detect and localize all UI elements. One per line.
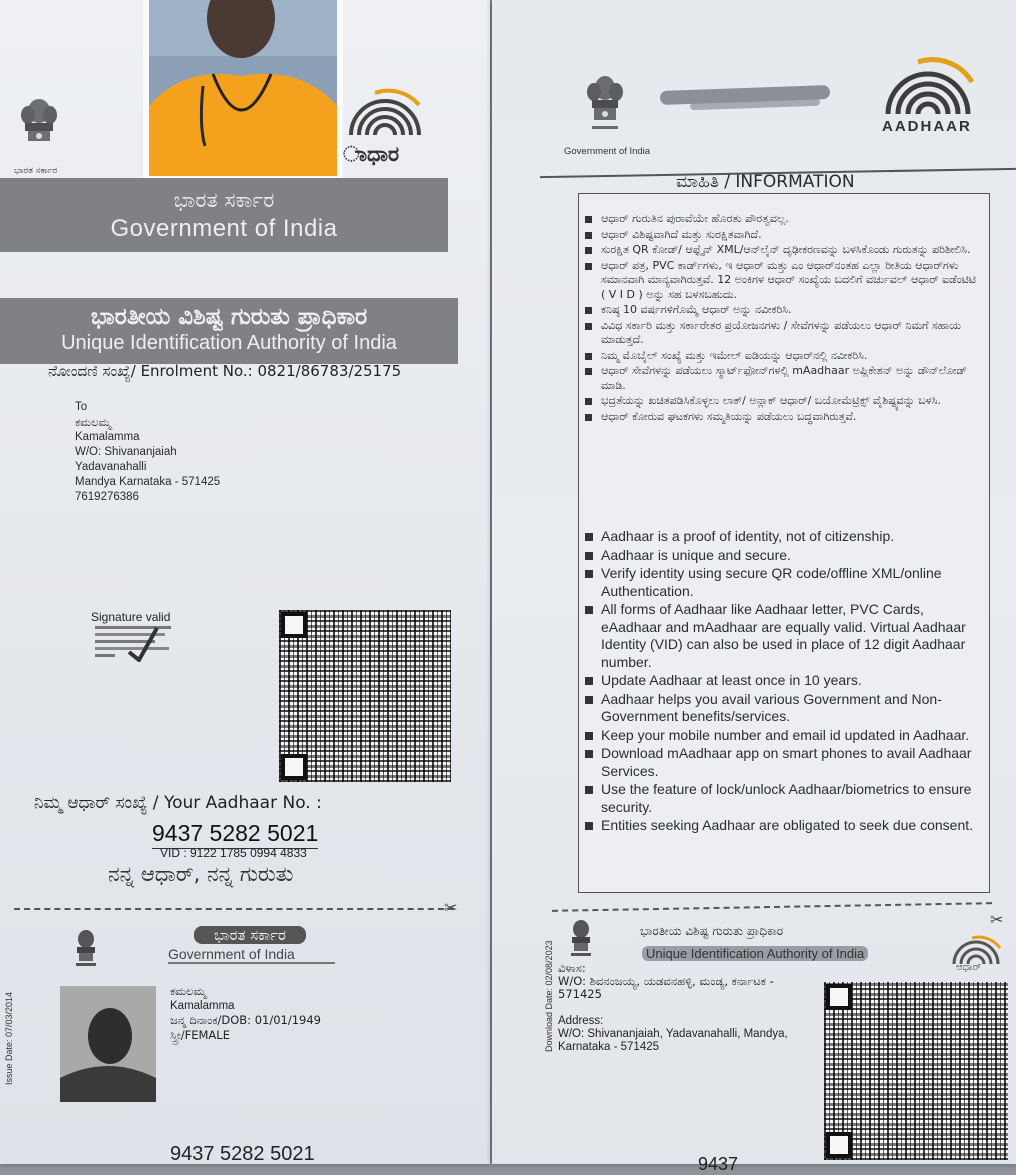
info-kn-text: ಕನಿಷ್ಠ 10 ವರ್ಷಗಳಿಗೊಮ್ಮೆ ಆಧಾರ್ ಅನ್ನು ನವೀಕರಿಸಿ. — [601, 303, 792, 316]
signature-stamp-icon — [93, 622, 173, 662]
card-aadhaar-number: 9437 5282 5021 — [170, 1143, 315, 1165]
address-line: Mandya Karnataka - 571425 — [75, 476, 221, 488]
photo-card — [60, 986, 156, 1102]
address-line: W/O: Shivananjaiah — [75, 446, 177, 458]
info-kn-text: ಆಧಾರ್ ಗುರುತಿನ ಪುರಾವೆಯೇ ಹೊರತು ಪೌರತ್ವವಲ್ಲ. — [601, 212, 789, 225]
uidai-en: Unique Identification Authority of India — [61, 332, 397, 354]
info-kn-text: ಆಧಾರ್ ವಿಶಿಷ್ಟವಾಗಿದೆ ಮತ್ತು ಸುರಕ್ಷಿತವಾಗಿದೆ. — [601, 227, 762, 241]
national-emblem-icon — [584, 72, 626, 140]
list-item — [585, 565, 980, 600]
list-item — [585, 228, 980, 243]
gov-label: Government of India — [564, 146, 651, 157]
list-item — [585, 394, 980, 409]
gov-card-kn: ಭಾರತ ಸರ್ಕಾರ — [194, 926, 306, 944]
list-item — [585, 243, 980, 258]
card-name-en: Kamalamma — [170, 999, 235, 1012]
list-item — [585, 601, 980, 671]
address-line: ಕಮಲಮ್ಮ — [75, 415, 112, 429]
gov-card-en: Government of India — [168, 946, 335, 964]
aadhaar-logo-text: AADHAAR — [882, 118, 972, 135]
info-en-text: All forms of Aadhaar like Aadhaar letter, PVC Cards, eAadhaar and mAadhaar are equally valid. Virtual Aadhaar Identity (VID) can also be used in place of 12 digit Aadhaar number. — [601, 601, 966, 670]
uidai-card-en: Unique Identification Authority of India — [642, 946, 868, 961]
info-kn-text: ಆಧಾರ್ ಪತ್ರ, PVC ಕಾರ್ಡ್‌ಗಳು, ಇ ಆಧಾರ್ ಮತ್ತು ಎಂ ಆಧಾರ್‌ನಂತಹ ಎಲ್ಲಾ ರೀತಿಯ ಆಧಾರ್‌ಗಳು ಸಮಾನವಾಗಿ ಮಾನ್ಯವಾಗಿರುತ್ತವೆ. 12 ಅಂಕಿಗಳ ಆಧಾರ್ ಸಂಖ್ಯೆಯ ಬದಲಿಗೆ ವರ್ಚುವಲ್ ಆಧಾರ್ ಐಡೆಂಟಿಟಿ ( V I D ) ಅನ್ನು ಸಹ ಬಳಸಬಹುದು. — [601, 258, 976, 301]
info-en-text: Download mAadhaar app on smart phones to avail Aadhaar Services. — [601, 745, 972, 779]
address-en: W/O: Shivananjaiah, Yadavanahalli, Mandya, Karnataka - 571425 — [558, 1028, 788, 1053]
download-date: Download Date: 02/08/2023 — [544, 940, 554, 1052]
qr-code — [279, 610, 451, 782]
info-en-text: Use the feature of lock/unlock Aadhaar/biometrics to ensure security. — [601, 781, 972, 815]
info-en-text: Aadhaar is a proof of identity, not of citizenship. — [601, 528, 895, 544]
gov-band — [0, 178, 448, 252]
info-en-text: Aadhaar helps you avail various Government and Non- Government benefits/services. — [601, 690, 942, 724]
gov-card-band — [148, 926, 398, 966]
aadhaar-number: 9437 5282 5021 — [152, 820, 318, 849]
national-emblem-icon — [16, 95, 62, 155]
uidai-kn: ಭಾರತೀಯ ವಿಶಿಷ್ಟ ಗುರುತು ಪ್ರಾಧಿಕಾರ — [90, 304, 368, 330]
info-en-text: Keep your mobile number and email id updated in Aadhaar. — [601, 726, 970, 743]
cut-line — [14, 908, 454, 910]
list-item — [585, 547, 980, 565]
enrolment-number: ನೋಂದಣಿ ಸಂಖ್ಯೆ/ Enrolment No.: 0821/86783/25175 — [48, 362, 402, 380]
info-kn-text: ಆಧಾರ್ ಕೋರುವ ಘಟಕಗಳು ಸಮ್ಮತಿಯನ್ನು ಪಡೆಯಲು ಬದ್ಧವಾಗಿರುತ್ತವೆ. — [601, 409, 857, 423]
list-item — [585, 781, 980, 816]
scissors-icon: ✂ — [990, 912, 1004, 929]
aadhaar-logo-icon — [345, 85, 425, 140]
info-kn-text: ಸುರಕ್ಷಿತ QR ಕೋಡ್/ ಆಫ್ಲೈನ್ XML/ಆನ್‌ಲೈನ್ ದೃಢೀಕರಣವನ್ನು ಬಳಸಿಕೊಂಡು ಗುರುತನ್ನು ಪರಿಶೀಲಿಸಿ. — [601, 243, 971, 256]
gov-kn: ಭಾರತ ಸರ್ಕಾರ — [173, 188, 275, 212]
info-list-en — [585, 528, 980, 836]
gov-small-label: ಭಾರತ ಸರ್ಕಾರ — [14, 166, 58, 176]
info-en-text: Aadhaar is unique and secure. — [601, 546, 791, 563]
address-label: Address: — [558, 1015, 604, 1027]
card-gender: ಸ್ತ್ರೀ/FEMALE — [170, 1027, 230, 1042]
aadhaar-kn-partial: ಾಧಾರ — [343, 142, 400, 166]
address-kn-label: ವಿಳಾಸ: — [558, 961, 586, 975]
vid-number: VID : 9122 1785 0994 4833 — [160, 846, 307, 860]
signature-label: Signature valid — [91, 610, 171, 624]
national-emblem-icon — [72, 928, 100, 968]
photo-top — [143, 0, 343, 186]
issue-date: Issue Date: 07/03/2014 — [4, 991, 14, 1085]
list-item — [585, 303, 980, 318]
card-details — [170, 984, 321, 1042]
uidai-card-kn: ಭಾರತೀಯ ವಿಶಿಷ್ಟ ಗುರುತು ಪ್ರಾಧಿಕಾರ — [640, 924, 784, 938]
gov-en: Government of India — [110, 215, 338, 242]
aadhaar-label: ನಿಮ್ಮ ಆಧಾರ್ ಸಂಖ್ಯೆ / Your Aadhaar No. : — [34, 793, 322, 813]
info-kn-text: ನಿಮ್ಮ ಮೊಬೈಲ್ ಸಂಖ್ಯೆ ಮತ್ತು ಇಮೇಲ್ ಐಡಿಯನ್ನು ಆಧಾರ್‌ನಲ್ಲಿ ನವೀಕರಿಸಿ. — [601, 348, 868, 362]
info-kn-text: ಆಧಾರ್ ಸೇವೆಗಳನ್ನು ಪಡೆಯಲು ಸ್ಮಾರ್ಟ್‌ಫೋನ್‌ಗಳಲ್ಲಿ mAadhaar ಅಪ್ಲಿಕೇಶನ್ ಅನ್ನು ಡೌನ್‌ಲೋಡ್ ಮಾಡಿ. — [601, 364, 967, 392]
aadhaar-logo-icon — [872, 52, 982, 120]
info-kn-text: ವಿವಿಧ ಸರ್ಕಾರಿ ಮತ್ತು ಸರ್ಕಾರೇತರ ಪ್ರಯೋಜನಗಳು / ಸೇವೆಗಳನ್ನು ಪಡೆಯಲು ಆಧಾರ್ ನಿಮಗೆ ಸಹಾಯ ಮಾಡುತ್ತದೆ. — [601, 318, 962, 346]
card-dob: ಜನ್ಮ ದಿನಾಂಕ/DOB: 01/01/1949 — [170, 1013, 321, 1027]
info-en-text: Update Aadhaar at least once in 10 years. — [601, 672, 862, 688]
qr-code — [824, 982, 1008, 1160]
card-aadhaar-number-partial: 9437 — [698, 1154, 739, 1174]
address-line: Yadavanahalli — [75, 461, 147, 473]
list-item — [585, 528, 980, 546]
list-item — [585, 349, 980, 364]
list-item — [585, 817, 980, 835]
aadhaar-card-logo-text: ಆಧಾರ್ — [956, 962, 982, 973]
national-emblem-icon — [568, 918, 594, 958]
address-kn: W/O: ಶಿವನಂಜಯ್ಯ, ಯಡವನಹಳ್ಳಿ, ಮಂಡ್ಯ, ಕರ್ನಾಟಕ - 571425 — [558, 974, 774, 1001]
list-item — [585, 319, 980, 348]
uidai-band — [0, 298, 458, 364]
list-item — [585, 727, 980, 745]
list-item — [585, 745, 980, 780]
card-address — [558, 962, 813, 1054]
list-item — [585, 410, 980, 425]
card-name-kn: ಕಮಲಮ್ಮ — [170, 984, 207, 998]
list-item — [585, 259, 980, 303]
scissors-icon: ✂ — [444, 900, 458, 917]
info-en-text: Verify identity using secure QR code/offline XML/online Authentication. — [601, 565, 942, 599]
list-item — [585, 691, 980, 726]
info-kn-text: ಭದ್ರತೆಯನ್ನು ಖಚಿತಪಡಿಸಿಕೊಳ್ಳಲು ಲಾಕ್/ ಅನ್ಲಾಕ್ ಆಧಾರ್/ ಬಯೋಮೆಟ್ರಿಕ್ಸ್ ವೈಶಿಷ್ಟ್ಯವನ್ನು ಬಳಸಿ. — [601, 394, 941, 407]
info-title: ಮಾಹಿತಿ / INFORMATION — [676, 172, 855, 192]
info-list-kn — [585, 212, 980, 425]
list-item — [585, 672, 980, 690]
list-item — [585, 212, 980, 227]
list-item — [585, 364, 980, 393]
address-block — [75, 400, 220, 505]
address-line: Kamalamma — [75, 431, 140, 443]
address-line: 7619276386 — [75, 491, 139, 503]
slogan: ನನ್ನ ಆಧಾರ್, ನನ್ನ ಗುರುತು — [108, 862, 294, 886]
info-en-text: Entities seeking Aadhaar are obligated to seek due consent. — [601, 817, 974, 833]
address-line: To — [75, 401, 88, 413]
